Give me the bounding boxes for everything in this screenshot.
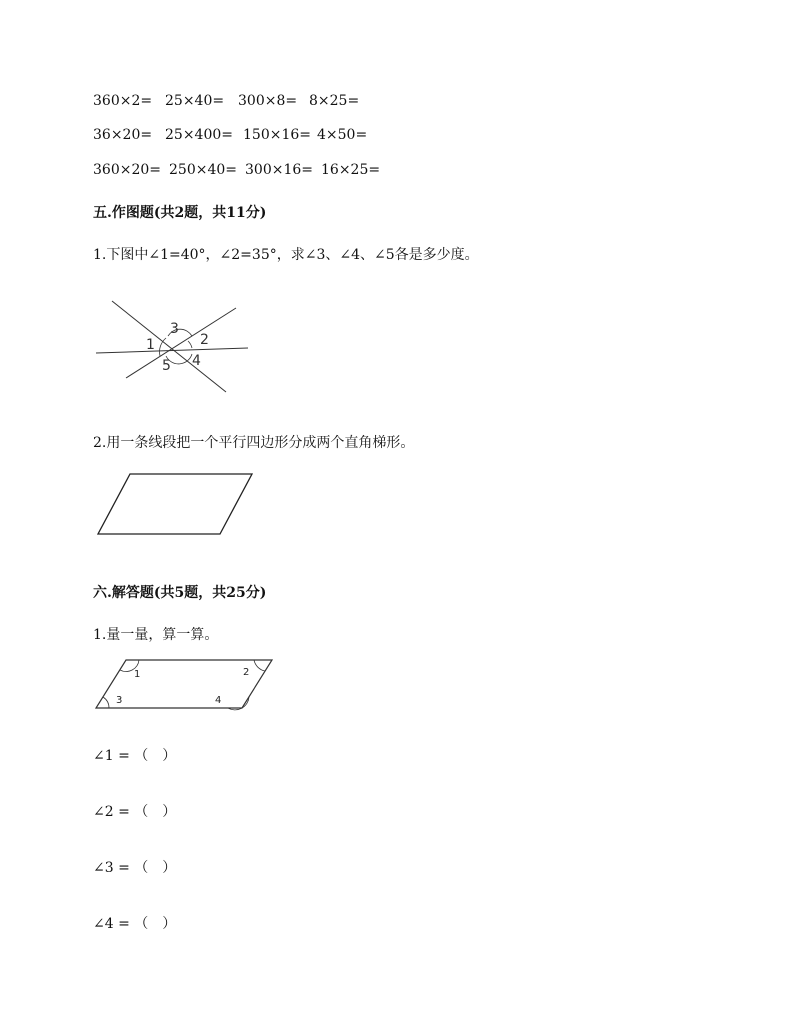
intersecting-lines-figure	[96, 298, 256, 398]
angle-label: 3	[116, 695, 123, 706]
calc-item: 25×400=	[165, 127, 233, 143]
angle-arc-2	[188, 341, 192, 348]
calc-item: 300×8=	[238, 93, 298, 109]
angle-2-answer: ∠2 = （ ）	[93, 804, 177, 820]
ascending-line	[126, 308, 236, 378]
parallelogram-figure	[96, 470, 256, 540]
section-5-question-2: 2.用一条线段把一个平行四边形分成两个直角梯形。	[93, 435, 415, 451]
angle-label: 2	[243, 667, 250, 678]
angle-1-answer: ∠1 = （ ）	[93, 748, 177, 764]
angle-label: 1	[146, 337, 155, 353]
parallelogram-angles-figure	[94, 658, 276, 712]
angle-label: 4	[192, 353, 201, 369]
calc-item: 300×16=	[245, 162, 313, 178]
angle-arc-3	[103, 697, 109, 708]
angle-label: 5	[162, 358, 171, 374]
angle-label: 1	[134, 669, 141, 680]
angle-label: 4	[215, 695, 222, 706]
section-5-question-1: 1.下图中∠1=40°，∠2=35°，求∠3、∠4、∠5各是多少度。	[93, 247, 479, 263]
angle-label: 2	[200, 332, 209, 348]
parallelogram	[98, 474, 252, 534]
calc-item: 360×2=	[93, 93, 153, 109]
section-6-question-1: 1.量一量，算一算。	[93, 627, 219, 643]
angle-4-answer: ∠4 = （ ）	[93, 916, 177, 932]
calc-item: 36×20=	[93, 127, 153, 143]
section-5-title: 五.作图题(共2题，共11分)	[93, 205, 267, 221]
calc-item: 16×25=	[321, 162, 381, 178]
calc-item: 4×50=	[317, 127, 368, 143]
calc-item: 360×20=	[93, 162, 161, 178]
angle-3-answer: ∠3 = （ ）	[93, 860, 177, 876]
section-6-title: 六.解答题(共5题，共25分)	[93, 585, 267, 601]
angle-label: 3	[170, 321, 179, 337]
calc-item: 25×40=	[165, 93, 225, 109]
calc-item: 150×16=	[243, 127, 311, 143]
angle-arc-2	[254, 660, 265, 671]
calc-item: 250×40=	[169, 162, 237, 178]
calc-item: 8×25=	[309, 93, 360, 109]
